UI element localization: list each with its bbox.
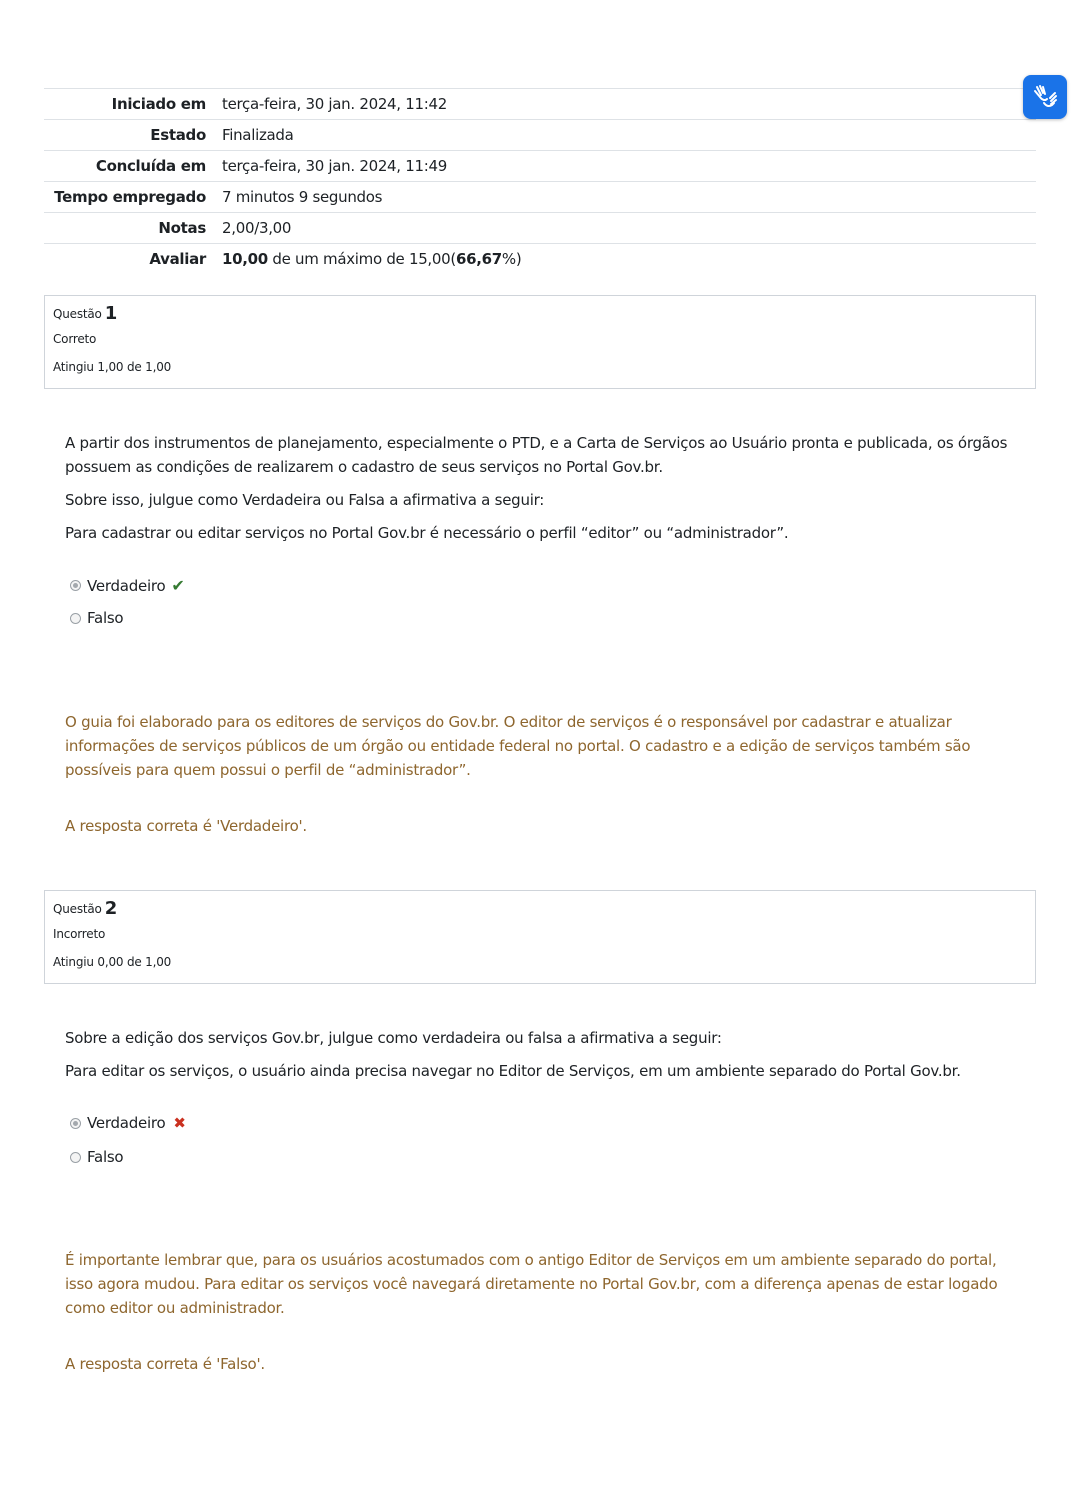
question-paragraph: A partir dos instrumentos de planejamento, especialmente o PTD, e a Carta de Serviços ao Usuário pronta e publicada, os órgãos possuem as condições de realizarem o cadastro de seus serviços no Portal Gov.br.: [65, 434, 1008, 476]
grade-middle: de um máximo de 15,00(: [267, 250, 456, 268]
summary-label: Iniciado em: [44, 89, 214, 120]
general-feedback: É importante lembrar que, para os usuários acostumados com o antigo Editor de Serviços em um ambiente separado do portal, isso agora mudou. Para editar os serviços você navegará diretamente no Portal Gov.br, com a diferença apenas de estar logado como editor ou administrador.: [65, 1251, 998, 1317]
summary-row-state: [44, 120, 1036, 151]
answer-option-true[interactable]: [70, 1114, 186, 1132]
summary-value: [214, 244, 1036, 275]
question-number-value: 1: [104, 303, 118, 324]
question-grade: Atingiu 0,00 de 1,00: [53, 955, 172, 969]
summary-value: 2,00/3,00: [214, 213, 1036, 244]
option-label: Falso: [87, 1148, 124, 1166]
correct-check-icon: ✔: [171, 576, 185, 595]
general-feedback: O guia foi elaborado para os editores de serviços do Gov.br. O editor de serviços é o responsável por cadastrar e atualizar informações de serviços públicos de um órgão ou entidade federal no portal. O cadastro e a edição de serviços também são possíveis para quem possui o perfil de “administrador”.: [65, 713, 971, 779]
question-number: [53, 899, 117, 919]
question-info-1: [44, 295, 1036, 389]
summary-label: Tempo empregado: [44, 182, 214, 213]
radio-button[interactable]: [70, 1152, 81, 1163]
vlibras-button[interactable]: [1023, 75, 1067, 119]
question-grade: Atingiu 1,00 de 1,00: [53, 360, 172, 374]
question-text-1: [65, 431, 1015, 554]
summary-row-completed: [44, 151, 1036, 182]
question-number: [53, 304, 117, 324]
right-answer: A resposta correta é 'Verdadeiro'.: [65, 817, 307, 835]
grade-percent: 66,67: [455, 250, 502, 268]
vlibras-hands-icon: [1031, 83, 1059, 111]
answer-option-true[interactable]: [70, 576, 185, 595]
summary-row-grade: [44, 244, 1036, 275]
summary-label: Concluída em: [44, 151, 214, 182]
question-label: Questão: [53, 307, 102, 321]
summary-value: terça-feira, 30 jan. 2024, 11:49: [214, 151, 1036, 182]
summary-row-marks: [44, 213, 1036, 244]
summary-row-time-taken: [44, 182, 1036, 213]
summary-label: Avaliar: [44, 244, 214, 275]
summary-value: 7 minutos 9 segundos: [214, 182, 1036, 213]
question-state: Correto: [53, 332, 97, 346]
incorrect-x-icon: ✖: [173, 1114, 186, 1132]
grade-suffix: %): [501, 250, 522, 268]
radio-button[interactable]: [70, 1118, 81, 1129]
summary-label: Notas: [44, 213, 214, 244]
radio-button[interactable]: [70, 613, 81, 624]
option-label: Verdadeiro: [87, 1114, 166, 1132]
question-paragraph: Sobre isso, julgue como Verdadeira ou Falsa a afirmativa a seguir:: [65, 491, 545, 509]
question-state: Incorreto: [53, 927, 106, 941]
summary-row-started: [44, 89, 1036, 120]
question-paragraph: Sobre a edição dos serviços Gov.br, julgue como verdadeira ou falsa a afirmativa a seguir:: [65, 1029, 722, 1047]
question-paragraph: Para cadastrar ou editar serviços no Portal Gov.br é necessário o perfil “editor” ou “administrador”.: [65, 524, 789, 542]
question-info-2: [44, 890, 1036, 984]
question-label: Questão: [53, 902, 102, 916]
question-text-2: [65, 1026, 1015, 1092]
grade-score: 10,00: [222, 250, 268, 268]
option-label: Falso: [87, 609, 124, 627]
summary-value: terça-feira, 30 jan. 2024, 11:42: [214, 89, 1036, 120]
question-number-value: 2: [104, 898, 118, 919]
right-answer: A resposta correta é 'Falso'.: [65, 1355, 265, 1373]
radio-button[interactable]: [70, 580, 81, 591]
summary-value: Finalizada: [214, 120, 1036, 151]
option-label: Verdadeiro: [87, 576, 166, 595]
answer-option-false[interactable]: [70, 609, 123, 627]
question-paragraph: Para editar os serviços, o usuário ainda precisa navegar no Editor de Serviços, em um ambiente separado do Portal Gov.br.: [65, 1062, 961, 1080]
answer-option-false[interactable]: [70, 1148, 123, 1166]
attempt-summary-table: [44, 88, 1036, 274]
summary-label: Estado: [44, 120, 214, 151]
